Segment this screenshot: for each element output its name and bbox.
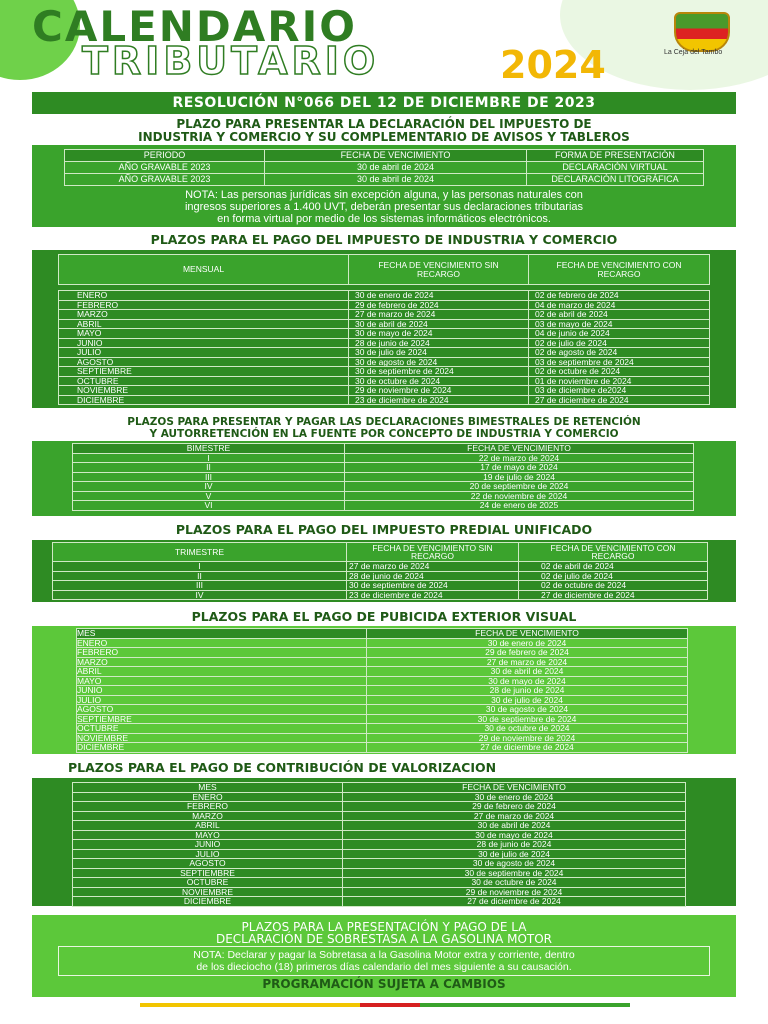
s7-title-line: PLAZOS PARA LA PRESENTACIÓN Y PAGO DE LA (241, 920, 527, 934)
table-row (59, 367, 710, 377)
table-row (73, 482, 694, 492)
section3-title-line2: Y AUTORRETENCIÓN EN LA FUENTE POR CONCEPTO DE INDUSTRIA Y COMERCIO (149, 428, 619, 440)
section6-panel (32, 778, 736, 906)
section4-panel (32, 540, 736, 602)
section2-cell: 30 de julio de 2024 (349, 348, 529, 358)
section4-cell: 02 de julio de 2024 (519, 571, 708, 581)
section4-table (52, 542, 708, 600)
section2-cell: DICIEMBRE (59, 395, 349, 405)
table-row (77, 667, 688, 677)
section2-cell: 29 de noviembre de 2024 (349, 386, 529, 396)
table-row (73, 849, 686, 859)
section2-cell: 29 de febrero de 2024 (349, 300, 529, 310)
table-row (73, 887, 686, 897)
table-row (77, 686, 688, 696)
section2-cell: FEBRERO (59, 300, 349, 310)
table-row (59, 338, 710, 348)
section2-cell: MAYO (59, 329, 349, 339)
table-row (77, 705, 688, 715)
s1-cell: AÑO GRAVABLE 2023 (65, 174, 265, 186)
bottom-bar-yellow (140, 1003, 360, 1007)
section2-cell: 03 de mayo de 2024 (529, 319, 710, 329)
section6-cell: FEBRERO (73, 802, 343, 812)
section6-cell: 30 de abril de 2024 (343, 821, 686, 831)
municipality-name: La Ceja del Tambo (664, 49, 723, 56)
s1-header-forma: FORMA DE PRESENTACIÓN (527, 150, 704, 162)
section2-cell: 03 de diciembre de2024 (529, 386, 710, 396)
section5-cell: MARZO (77, 657, 367, 667)
s1-note-line: en forma virtual por medio de los sistemas informáticos electrónicos. (217, 213, 551, 225)
section5-cell: FEBRERO (77, 648, 367, 658)
section2-cell: NOVIEMBRE (59, 386, 349, 396)
s1-cell: AÑO GRAVABLE 2023 (65, 162, 265, 174)
section6-cell: 30 de enero de 2024 (343, 792, 686, 802)
section4-cell: I (53, 562, 347, 572)
table-row (73, 802, 686, 812)
section6-cell: 27 de diciembre de 2024 (343, 897, 686, 907)
table-row (73, 840, 686, 850)
section1-title-line1: PLAZO PARA PRESENTAR LA DECLARACIÓN DEL IMPUESTO DE (176, 117, 592, 131)
section6-cell: 30 de octubre de 2024 (343, 878, 686, 888)
section5-cell: ABRIL (77, 667, 367, 677)
section7-title (32, 921, 736, 945)
table-row (59, 310, 710, 320)
section1-title (0, 118, 768, 144)
section4-cell: 02 de octubre de 2024 (519, 581, 708, 591)
s6-header-fecha: FECHA DE VENCIMIENTO (343, 783, 686, 793)
s1-header-periodo: PERIODO (65, 150, 265, 162)
section2-cell: 02 de agosto de 2024 (529, 348, 710, 358)
title-tributario: TRIBUTARIO (82, 39, 380, 83)
section6-cell: 30 de julio de 2024 (343, 849, 686, 859)
s1-note-line: ingresos superiores a 1.400 UVT, deberán presentar sus declaraciones tributarias (184, 201, 584, 213)
section4-cell: 27 de diciembre de 2024 (519, 590, 708, 600)
table-row (77, 714, 688, 724)
section2-cell: 27 de diciembre de 2024 (529, 395, 710, 405)
section6-cell: DICIEMBRE (73, 897, 343, 907)
section6-cell: OCTUBRE (73, 878, 343, 888)
section5-cell: 27 de diciembre de 2024 (367, 743, 688, 753)
table-row (77, 648, 688, 658)
s1-cell: DECLARACIÓN VIRTUAL (527, 162, 704, 174)
section2-cell: JULIO (59, 348, 349, 358)
s7-note-line: NOTA: Declarar y pagar la Sobretasa a la Gasolina Motor extra y corriente, dentro (193, 949, 575, 961)
section4-cell: 02 de abril de 2024 (519, 562, 708, 572)
table-row (77, 657, 688, 667)
section2-cell: OCTUBRE (59, 376, 349, 386)
section3-cell: III (73, 472, 345, 482)
section6-cell: AGOSTO (73, 859, 343, 869)
section5-cell: 29 de febrero de 2024 (367, 648, 688, 658)
table-row (73, 472, 694, 482)
table-row (59, 319, 710, 329)
section6-cell: NOVIEMBRE (73, 887, 343, 897)
section5-table (76, 628, 688, 753)
section5-cell: DICIEMBRE (77, 743, 367, 753)
table-row (73, 830, 686, 840)
s4-header-trimestre: TRIMESTRE (53, 543, 347, 562)
section5-cell: 30 de agosto de 2024 (367, 705, 688, 715)
section3-cell: VI (73, 501, 345, 511)
section1-panel (32, 145, 736, 227)
s7-note-line: de los dieciocho (18) primeros días calendario del mes siguiente a su causación. (196, 961, 572, 973)
section5-panel (32, 626, 736, 754)
section3-cell: 17 de mayo de 2024 (345, 463, 694, 473)
section6-cell: 30 de septiembre de 2024 (343, 868, 686, 878)
section1-note (32, 189, 736, 225)
table-row (73, 897, 686, 907)
section2-cell: 04 de marzo de 2024 (529, 300, 710, 310)
title-calendario: CALENDARIO (32, 2, 357, 51)
section2-cell: 30 de abril de 2024 (349, 319, 529, 329)
table-row (73, 792, 686, 802)
section7-note (58, 946, 710, 976)
section3-table (72, 443, 694, 511)
bottom-bar-green (420, 1003, 630, 1007)
table-row (59, 300, 710, 310)
section5-cell: 29 de noviembre de 2024 (367, 733, 688, 743)
table-row (77, 743, 688, 753)
s1-note-line: NOTA: Las personas jurídicas sin excepción alguna, y las personas naturales con (185, 189, 583, 201)
section2-cell: 30 de septiembre de 2024 (349, 367, 529, 377)
section2-title: PLAZOS PARA EL PAGO DEL IMPUESTO DE INDUSTRIA Y COMERCIO (150, 232, 618, 247)
section6-cell: 30 de agosto de 2024 (343, 859, 686, 869)
s1-cell: 30 de abril de 2024 (265, 174, 527, 186)
section2-cell: 30 de agosto de 2024 (349, 357, 529, 367)
s1-header-fecha: FECHA DE VENCIMIENTO (265, 150, 527, 162)
section1-table (64, 149, 704, 186)
footer-disclaimer: PROGRAMACIÓN SUJETA A CAMBIOS (262, 977, 506, 991)
section5-cell: AGOSTO (77, 705, 367, 715)
table-row (73, 501, 694, 511)
section5-cell: SEPTIEMBRE (77, 714, 367, 724)
table-row (73, 453, 694, 463)
section4-cell: IV (53, 590, 347, 600)
section7-panel (32, 915, 736, 997)
section2-panel (32, 250, 736, 408)
table-row (59, 291, 710, 301)
table-row (59, 376, 710, 386)
section4-cell: 27 de marzo de 2024 (347, 562, 519, 572)
section4-cell: II (53, 571, 347, 581)
section2-cell: 02 de octubre de 2024 (529, 367, 710, 377)
table-row (77, 676, 688, 686)
table-row (65, 162, 704, 174)
table-row (59, 357, 710, 367)
section2-cell: JUNIO (59, 338, 349, 348)
section3-cell: V (73, 491, 345, 501)
section5-cell: NOVIEMBRE (77, 733, 367, 743)
table-row (65, 174, 704, 186)
table-row (77, 724, 688, 734)
section6-cell: MARZO (73, 811, 343, 821)
s1-cell: 30 de abril de 2024 (265, 162, 527, 174)
table-row (53, 590, 708, 600)
section6-cell: ENERO (73, 792, 343, 802)
section6-cell: 29 de noviembre de 2024 (343, 887, 686, 897)
section1-title-line2: INDUSTRIA Y COMERCIO Y SU COMPLEMENTARIO DE AVISOS Y TABLEROS (138, 130, 630, 144)
s7-title-line: DECLARACIÓN DE SOBRESTASA A LA GASOLINA MOTOR (215, 932, 553, 946)
section6-table (72, 782, 686, 907)
section3-panel (32, 441, 736, 516)
table-row (73, 878, 686, 888)
section3-title-line1: PLAZOS PARA PRESENTAR Y PAGAR LAS DECLARACIONES BIMESTRALES DE RETENCIÓN (127, 416, 641, 428)
table-row (73, 821, 686, 831)
section3-title (0, 416, 768, 440)
section2-table (58, 254, 710, 405)
section2-cell: 02 de julio de 2024 (529, 338, 710, 348)
s3-header-fecha: FECHA DE VENCIMIENTO (345, 444, 694, 454)
section2-cell: SEPTIEMBRE (59, 367, 349, 377)
section2-cell: 28 de junio de 2024 (349, 338, 529, 348)
section6-cell: 27 de marzo de 2024 (343, 811, 686, 821)
section4-cell: 28 de junio de 2024 (347, 571, 519, 581)
title-year: 2024 (500, 43, 606, 87)
table-row (77, 638, 688, 648)
table-row (73, 811, 686, 821)
bottom-bar-red (360, 1003, 420, 1007)
section2-cell: 27 de marzo de 2024 (349, 310, 529, 320)
section3-cell: I (73, 453, 345, 463)
table-row (59, 329, 710, 339)
resolution-banner: RESOLUCIÓN N°066 DEL 12 DE DICIEMBRE DE 2023 (32, 92, 736, 114)
section2-cell: ENERO (59, 291, 349, 301)
section2-cell: MARZO (59, 310, 349, 320)
table-row (77, 695, 688, 705)
section6-cell: JUNIO (73, 840, 343, 850)
table-row (73, 859, 686, 869)
section2-cell: 23 de diciembre de 2024 (349, 395, 529, 405)
section3-cell: 22 de marzo de 2024 (345, 453, 694, 463)
section2-cell: 30 de enero de 2024 (349, 291, 529, 301)
section6-cell: SEPTIEMBRE (73, 868, 343, 878)
section3-cell: 22 de noviembre de 2024 (345, 491, 694, 501)
table-row (53, 581, 708, 591)
section5-cell: 27 de marzo de 2024 (367, 657, 688, 667)
table-row (73, 463, 694, 473)
section5-cell: ENERO (77, 638, 367, 648)
section6-cell: 30 de mayo de 2024 (343, 830, 686, 840)
table-row (73, 491, 694, 501)
section2-cell: 03 de septiembre de 2024 (529, 357, 710, 367)
table-row (73, 868, 686, 878)
section5-cell: OCTUBRE (77, 724, 367, 734)
section4-cell: III (53, 581, 347, 591)
section5-cell: 30 de octubre de 2024 (367, 724, 688, 734)
s1-cell: DECLARACIÓN LITOGRÁFICA (527, 174, 704, 186)
s2-header-con-recargo: FECHA DE VENCIMIENTO CON RECARGO (529, 255, 710, 285)
s3-header-bimestre: BIMESTRE (73, 444, 345, 454)
section2-cell: 30 de mayo de 2024 (349, 329, 529, 339)
s4-header-sin-recargo: FECHA DE VENCIMIENTO SIN RECARGO (347, 543, 519, 562)
table-row (59, 395, 710, 405)
section5-cell: 30 de enero de 2024 (367, 638, 688, 648)
section5-cell: JUNIO (77, 686, 367, 696)
table-row (53, 562, 708, 572)
section3-cell: II (73, 463, 345, 473)
section2-cell: 04 de junio de 2024 (529, 329, 710, 339)
section3-cell: IV (73, 482, 345, 492)
section5-cell: MAYO (77, 676, 367, 686)
section4-title: PLAZOS PARA EL PAGO DEL IMPUESTO PREDIAL UNIFICADO (175, 522, 593, 537)
section3-cell: 24 de enero de 2025 (345, 501, 694, 511)
table-row (53, 571, 708, 581)
section2-cell: 01 de noviembre de 2024 (529, 376, 710, 386)
section2-cell: AGOSTO (59, 357, 349, 367)
section4-cell: 23 de diciembre de 2024 (347, 590, 519, 600)
table-row (77, 733, 688, 743)
section2-cell: 02 de febrero de 2024 (529, 291, 710, 301)
section6-cell: 28 de junio de 2024 (343, 840, 686, 850)
section3-cell: 19 de julio de 2024 (345, 472, 694, 482)
s5-header-mes: MES (77, 629, 367, 639)
section6-cell: ABRIL (73, 821, 343, 831)
municipal-crest-icon (674, 12, 730, 52)
section5-cell: 30 de abril de 2024 (367, 667, 688, 677)
section4-cell: 30 de septiembre de 2024 (347, 581, 519, 591)
section5-cell: 30 de julio de 2024 (367, 695, 688, 705)
section5-cell: 28 de junio de 2024 (367, 686, 688, 696)
section3-cell: 20 de septiembre de 2024 (345, 482, 694, 492)
section2-cell: ABRIL (59, 319, 349, 329)
section6-cell: JULIO (73, 849, 343, 859)
s2-header-sin-recargo: FECHA DE VENCIMIENTO SIN RECARGO (349, 255, 529, 285)
section5-cell: 30 de mayo de 2024 (367, 676, 688, 686)
s5-header-fecha: FECHA DE VENCIMIENTO (367, 629, 688, 639)
section5-cell: 30 de septiembre de 2024 (367, 714, 688, 724)
section6-title: PLAZOS PARA EL PAGO DE CONTRIBUCIÓN DE VALORIZACION (68, 760, 497, 775)
section5-cell: JULIO (77, 695, 367, 705)
section6-cell: MAYO (73, 830, 343, 840)
table-row (59, 348, 710, 358)
s6-header-mes: MES (73, 783, 343, 793)
section6-cell: 29 de febrero de 2024 (343, 802, 686, 812)
section2-cell: 02 de abril de 2024 (529, 310, 710, 320)
s2-header-mensual: MENSUAL (59, 255, 349, 285)
table-row (59, 386, 710, 396)
s4-header-con-recargo: FECHA DE VENCIMIENTO CON RECARGO (519, 543, 708, 562)
section5-title: PLAZOS PARA EL PAGO DE PUBICIDA EXTERIOR VISUAL (191, 609, 577, 624)
section2-cell: 30 de octubre de 2024 (349, 376, 529, 386)
